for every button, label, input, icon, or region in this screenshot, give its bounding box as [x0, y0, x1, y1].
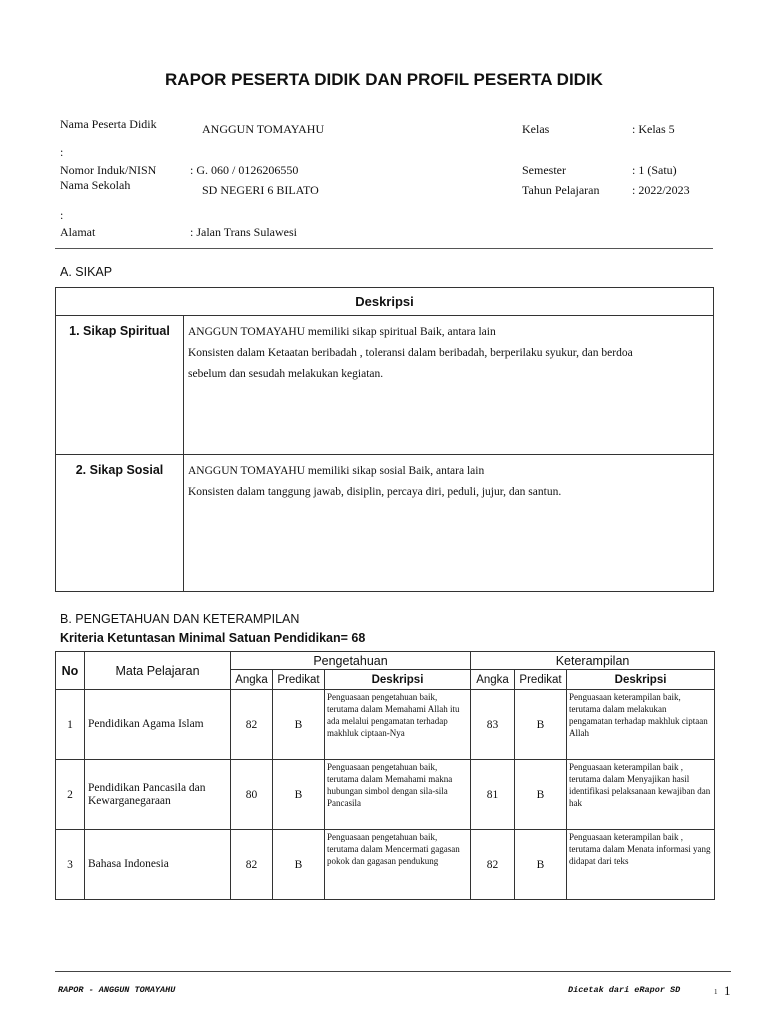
desc-line: Konsisten dalam tanggung jawab, disiplin, percaya diri, peduli, jujur, dan santun. — [188, 486, 562, 498]
sikap-row-sosial — [56, 455, 714, 592]
row-no: 1 — [56, 690, 85, 760]
alamat-label: Alamat — [60, 225, 96, 239]
row-mapel: Pendidikan Agama Islam — [85, 690, 231, 760]
row-no: 2 — [56, 760, 85, 830]
sikap-table — [55, 287, 714, 592]
table-row — [56, 690, 715, 760]
row-k-predikat: B — [515, 760, 567, 830]
header-keterampilan: Keterampilan — [471, 652, 715, 670]
alamat-value: : Jalan Trans Sulawesi — [190, 225, 298, 239]
row-k-deskripsi: Penguasaan keterampilan baik , terutama dalam Menyajikan hasil identifikasi pelaksanaan kewajiban dan hak — [567, 760, 715, 830]
row-p-angka: 82 — [231, 690, 273, 760]
sekolah-value: SD NEGERI 6 BILATO — [202, 183, 319, 197]
kelas-value: : Kelas 5 — [632, 122, 675, 136]
kkm-label: Kriteria Ketuntasan Minimal Satuan Pendidikan= 68 — [60, 631, 366, 645]
row-p-predikat: B — [273, 830, 325, 900]
table-row — [56, 760, 715, 830]
tahun-label: Tahun Pelajaran — [522, 183, 600, 197]
header-mapel: Mata Pelajaran — [85, 652, 231, 690]
desc-line: sebelum dan sesudah melakukan kegiatan. — [188, 368, 384, 380]
nisn-value: : G. 060 / 0126206550 — [190, 163, 299, 177]
nisn-label: Nomor Induk/NISN — [60, 163, 157, 177]
desc-line: Konsisten dalam Ketaatan beribadah , toleransi dalam beribadah, berperilaku syukur, dan berdoa — [188, 347, 633, 359]
row-k-deskripsi: Penguasaan keterampilan baik , terutama dalam Menata informasi yang didapat dari teks — [567, 830, 715, 900]
row-k-deskripsi: Penguasaan keterampilan baik, terutama dalam melakukan pengamatan terhadap makhluk ciptaan Allah — [567, 690, 715, 760]
page-mark: 1 — [714, 988, 718, 996]
sikap-spiritual-desc — [184, 316, 714, 455]
header-angka: Angka — [231, 670, 273, 690]
sekolah-label: Nama Sekolah — [60, 178, 131, 192]
desc-line: ANGGUN TOMAYAHU memiliki sikap sosial Baik, antara lain — [188, 465, 485, 477]
sikap-spiritual-label: 1. Sikap Spiritual — [56, 316, 184, 455]
footer-divider — [55, 971, 731, 972]
row-k-predikat: B — [515, 830, 567, 900]
page-number: 1 — [724, 983, 731, 998]
header-predikat: Predikat — [515, 670, 567, 690]
semester-value: : 1 (Satu) — [632, 163, 677, 177]
page-title: RAPOR PESERTA DIDIK DAN PROFIL PESERTA DIDIK — [165, 70, 603, 89]
colon-mark: : — [60, 208, 64, 222]
row-mapel: Pendidikan Pancasila dan Kewarganegaraan — [85, 760, 231, 830]
footer-left: RAPOR - ANGGUN TOMAYAHU — [58, 985, 176, 995]
header-pengetahuan: Pengetahuan — [231, 652, 471, 670]
nilai-table — [55, 651, 715, 900]
semester-label: Semester — [522, 163, 566, 177]
header-angka: Angka — [471, 670, 515, 690]
table-row — [56, 830, 715, 900]
sikap-sosial-label: 2. Sikap Sosial — [56, 455, 184, 592]
row-p-angka: 80 — [231, 760, 273, 830]
row-p-angka: 82 — [231, 830, 273, 900]
row-p-predikat: B — [273, 760, 325, 830]
row-p-predikat: B — [273, 690, 325, 760]
nama-value: ANGGUN TOMAYAHU — [202, 122, 325, 136]
row-k-predikat: B — [515, 690, 567, 760]
row-p-deskripsi: Penguasaan pengetahuan baik, terutama dalam Mencermati gagasan pokok dan gagasan pendukung — [325, 830, 471, 900]
sikap-header: Deskripsi — [56, 288, 714, 316]
tahun-value: : 2022/2023 — [632, 183, 690, 197]
kelas-label: Kelas — [522, 122, 550, 136]
header-predikat: Predikat — [273, 670, 325, 690]
sikap-heading: A. SIKAP — [60, 265, 113, 279]
row-k-angka: 81 — [471, 760, 515, 830]
row-k-angka: 83 — [471, 690, 515, 760]
colon-mark: : — [60, 145, 64, 159]
desc-line: ANGGUN TOMAYAHU memiliki sikap spiritual Baik, antara lain — [188, 326, 496, 338]
header-deskripsi: Deskripsi — [567, 670, 715, 690]
nilai-heading: B. PENGETAHUAN DAN KETERAMPILAN — [60, 612, 300, 626]
row-mapel: Bahasa Indonesia — [85, 830, 231, 900]
sikap-row-spiritual — [56, 316, 714, 455]
header-no: No — [56, 652, 85, 690]
nama-label: Nama Peserta Didik — [60, 117, 157, 131]
header-deskripsi: Deskripsi — [325, 670, 471, 690]
footer-right: Dicetak dari eRapor SD — [568, 985, 681, 995]
divider — [55, 248, 713, 249]
row-k-angka: 82 — [471, 830, 515, 900]
row-no: 3 — [56, 830, 85, 900]
row-p-deskripsi: Penguasaan pengetahuan baik, terutama dalam Memahami makna hubungan simbol dengan sila-sila Pancasila — [325, 760, 471, 830]
sikap-sosial-desc — [184, 455, 714, 592]
row-p-deskripsi: Penguasaan pengetahuan baik, terutama dalam Memahami Allah itu ada melalui pengamatan terhadap makhluk ciptaan-Nya — [325, 690, 471, 760]
